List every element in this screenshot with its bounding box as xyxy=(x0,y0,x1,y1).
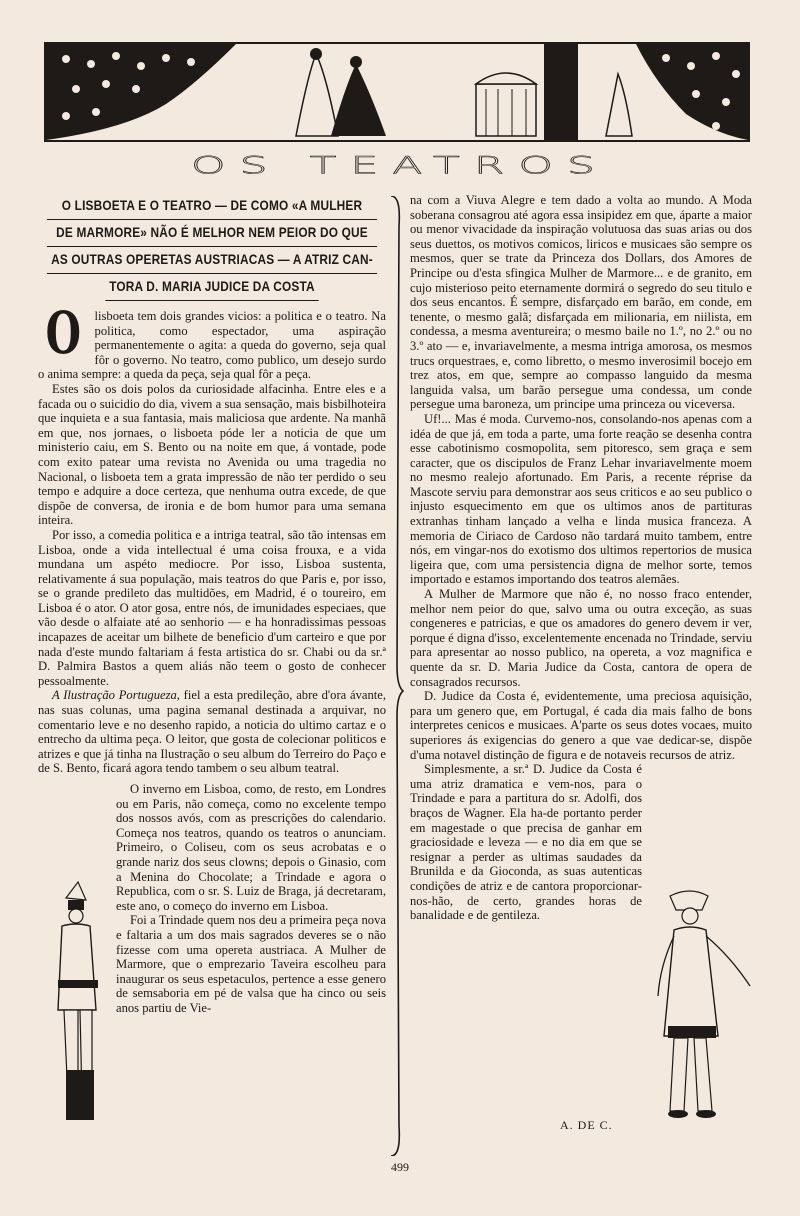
headline-line-2: DE MARMORE» NÃO É MELHOR NEM PEIOR DO QUE xyxy=(47,220,377,247)
uniformed-figure-illustration xyxy=(48,880,108,1135)
section-masthead xyxy=(50,140,750,190)
masthead-title: OS TEATROS xyxy=(191,150,609,180)
headline-line-4: TORA D. MARIA JUDICE DA COSTA xyxy=(106,274,318,301)
paragraph: A Mulher de Marmore que não é, no nosso fraco entender, melhor nem peior do que, salvo uma ou outra exceção, as suas congeneres e patricias, e que os amadores do genero devem ir ver, porque é digna d'isso, excelentemente encenada no Trindade, serviu para apresentar ao nosso publico, na opereta, a voz magnifica e quente da sr. D. Maria Judice da Costa, cantora de opera de consagrados recursos. xyxy=(410,587,752,689)
paragraph: Uf!... Mas é moda. Curvemo-nos, consolando-nos apenas com a idéa de que já, em toda a parte, uma forte reação se desenha contra esse cabotinismo cosmopolita, sem pitoresco, sem graça e sem caracter, que os discipulos de Franz Lehar invariavelmente moem no mesmo realejo afortunado. Em Paris, a recente réprise da Mascote serviu para demonstrar aos seus criticos e ao seu publico o injusto esquecimento em que os ultimos anos de partituras extranhas tinham lançado a velha e linda musica franceza. A memoria de Ciriaco de Cardoso não tardará muito tambem, entre nós, em vingar-nos do exotismo dos ultimos repertorios de musica ligeira que, com uma persistencia digna de melhor sorte, temos importado e estamos importando dos teatros alemães. xyxy=(410,411,752,587)
article-headline xyxy=(47,193,377,301)
right-column xyxy=(410,193,752,923)
headline-line-1: O LISBOETA E O TEATRO — DE COMO «A MULHER xyxy=(47,193,377,220)
page-number: 499 xyxy=(391,1160,409,1174)
author-signature: A. DE C. xyxy=(560,1118,613,1132)
actress-figure-illustration xyxy=(640,886,758,1126)
paragraph: O inverno em Lisboa, como, de resto, em Londres ou em Paris, não começa, como no excelente tempo dos nossos avós, com as prescrições do calendario. Começa nos teatros, quando os teatros o anunciam. Primeiro, o Coliseu, com os seus acrobatas e o grande nariz dos seus clowns; depois o Ginasio, com a Menina do Chocolate; a Trindade e agora o Republica, com o sr. S. Luiz de Braga, já decretaram, este ano, o começo do inverno em Lisboa. xyxy=(116,782,386,913)
paragraph: Por isso, a comedia politica e a intriga teatral, são tão intensas em Lisboa, onde a vida intellectual é uma coisa frouxa, e a vida mundana um aspéto mediocre. Por isso, Lisboa sustenta, relativamente á sua população, mais teatros do que Paris e, por isso, se o grande predileto das multidões, em Madrid, é o toureiro, em Lisboa é o ator. O ator gosa, entre nós, de imunidades especiaes, que vão desde o alfaiate até ao senhorio — e ha honradissimas pessoas incapazes de aceitar um bilhete de beneficio d'um carteiro e que por nada d'este mundo faltariam á festa artistica do sr. Chabi ou da sr.ª D. Palmira Bastos a quem aliás não teem o gosto de conhecer pessoalmente. xyxy=(38,527,386,688)
paragraph-italic: A Ilustração Portugueza, xyxy=(52,688,180,703)
paragraph-text: fiel a esta predileção, abre d'ora ávante, nas suas colunas, uma pagina semanal destinada a arquivar, no comentario leve e no desenho rapido, a noticia do ultimo cartaz e o entrecho da ultima peça. O leitor, que gosta de colecionar politicos e atrizes e que já tinha na Ilustração o seu album do Terreiro do Paço e de S. Bento, ficará agora tendo tambem o seu album teatral. xyxy=(38,688,386,776)
drop-cap: O xyxy=(45,299,81,367)
decorative-header-illustration xyxy=(44,42,750,142)
paragraph-text: lisboeta tem dois grandes vicios: a politica e o teatro. Na politica, como espectador, uma aspiração permanentemente o agita: a queda do governo, seja qual fôr o governo. No teatro, como publico, um desejo surdo o anima sempre: a queda da peça, seja qual fôr a peça. xyxy=(38,309,386,382)
paragraph: Simplesmente, a sr.ª D. Judice da Costa é uma atriz dramatica e vem-nos, para o Trindade e para a partitura do sr. Adolfi, dos braços de Wagner. Ela ha-de portanto perder em magestade o que precisa de ganhar em graciosidade e leveza — e no dia em que se resignar a perder as ultimas saudades da Brunilda e da Gioconda, as suas autenticas condições de atriz e de cantora proporcionar-nos-hão, de certo, grandes horas de banalidade e de gentileza. xyxy=(410,762,642,923)
paragraph: Estes são os dois polos da curiosidade alfacinha. Entre eles e a facada ou o suicidio do dia, vivem a sua sensação, mais bisbilhoteira que inquieta e a sua fantasia, mais maliciosa que ardente. Na manhã em que, nos jornaes, o lisboeta póde ler a noticia de que um ministerio caiu, em S. Bento ou na noite em que, á vontade, pode com exito patear uma revista no Avenida ou uma tragedia no Nacional, o lisboeta tem a grata impressão de não ter perdido o seu tempo e adquire a doce certeza, que nenhuma outra excede, de que dispõe de conversa, de ironia e de bom humor para uma semana inteira. xyxy=(38,381,386,528)
column-divider xyxy=(387,196,405,1156)
paragraph xyxy=(38,299,386,382)
paragraph: na com a Viuva Alegre e tem dado a volta ao mundo. A Moda soberana consagrou até agora essa insipidez em que, áparte a maior ou menor vivacidade da inspiração volutuosa das suas arias ou dos seus duettos, os motivos comicos, liricos e musicaes são sempre os mesmos, quer se trate da Princeza dos Dollars, dos Amores de Principe ou d'esta sfingica Mulher de Marmore... e de granito, em cujo misterioso peito eternamente dormirá o segredo do seu titulo e dos seus encantos. É sempre, disfarçado em barão, em conde, em tenente, o mesmo galã; disfarçada em milionaria, em niilista, em condessa, a mesma aventureira; o mesmo baile no 1.º, no 2.º ou no 3.º ato — e, invariavelmente, a mesma intriga amorosa, os mesmos trucs orquestraes, e, como libretto, o mesmo inverosimil bocejo em trez atos, em que, sempre ao compasso languido da mesma languida valsa, um barão persegue uma condessa, um conde persegue uma baroneza, um principe uma princeza ou viceversa. xyxy=(410,193,752,412)
paragraph xyxy=(38,688,386,776)
paragraph: Foi a Trindade quem nos deu a primeira peça nova e faltaria a um dos mais sagrados deveres se o não fizesse com uma opereta austriaca. A Mulher de Marmore, que o emprezario Taveira escolheu para inaugurar os seus espetaculos, pertence a esse genero de semsaboria em pé de valsa que ha cinco ou seis anos partiu de Vie- xyxy=(116,913,386,1015)
paragraph: D. Judice da Costa é, evidentemente, uma preciosa aquisição, para um genero que, em Portugal, é cada dia mais falho de bons interpretes cenicos e musicaes. A'parte os seus dotes vocaes, muito superiores ás exigencias do genero a que vae dedicar-se, dispõe d'uma notavel distinção de figura e de notaveis recursos de atriz. xyxy=(410,689,752,762)
headline-line-3: AS OUTRAS OPERETAS AUSTRIACAS — A ATRIZ CAN- xyxy=(47,247,377,274)
